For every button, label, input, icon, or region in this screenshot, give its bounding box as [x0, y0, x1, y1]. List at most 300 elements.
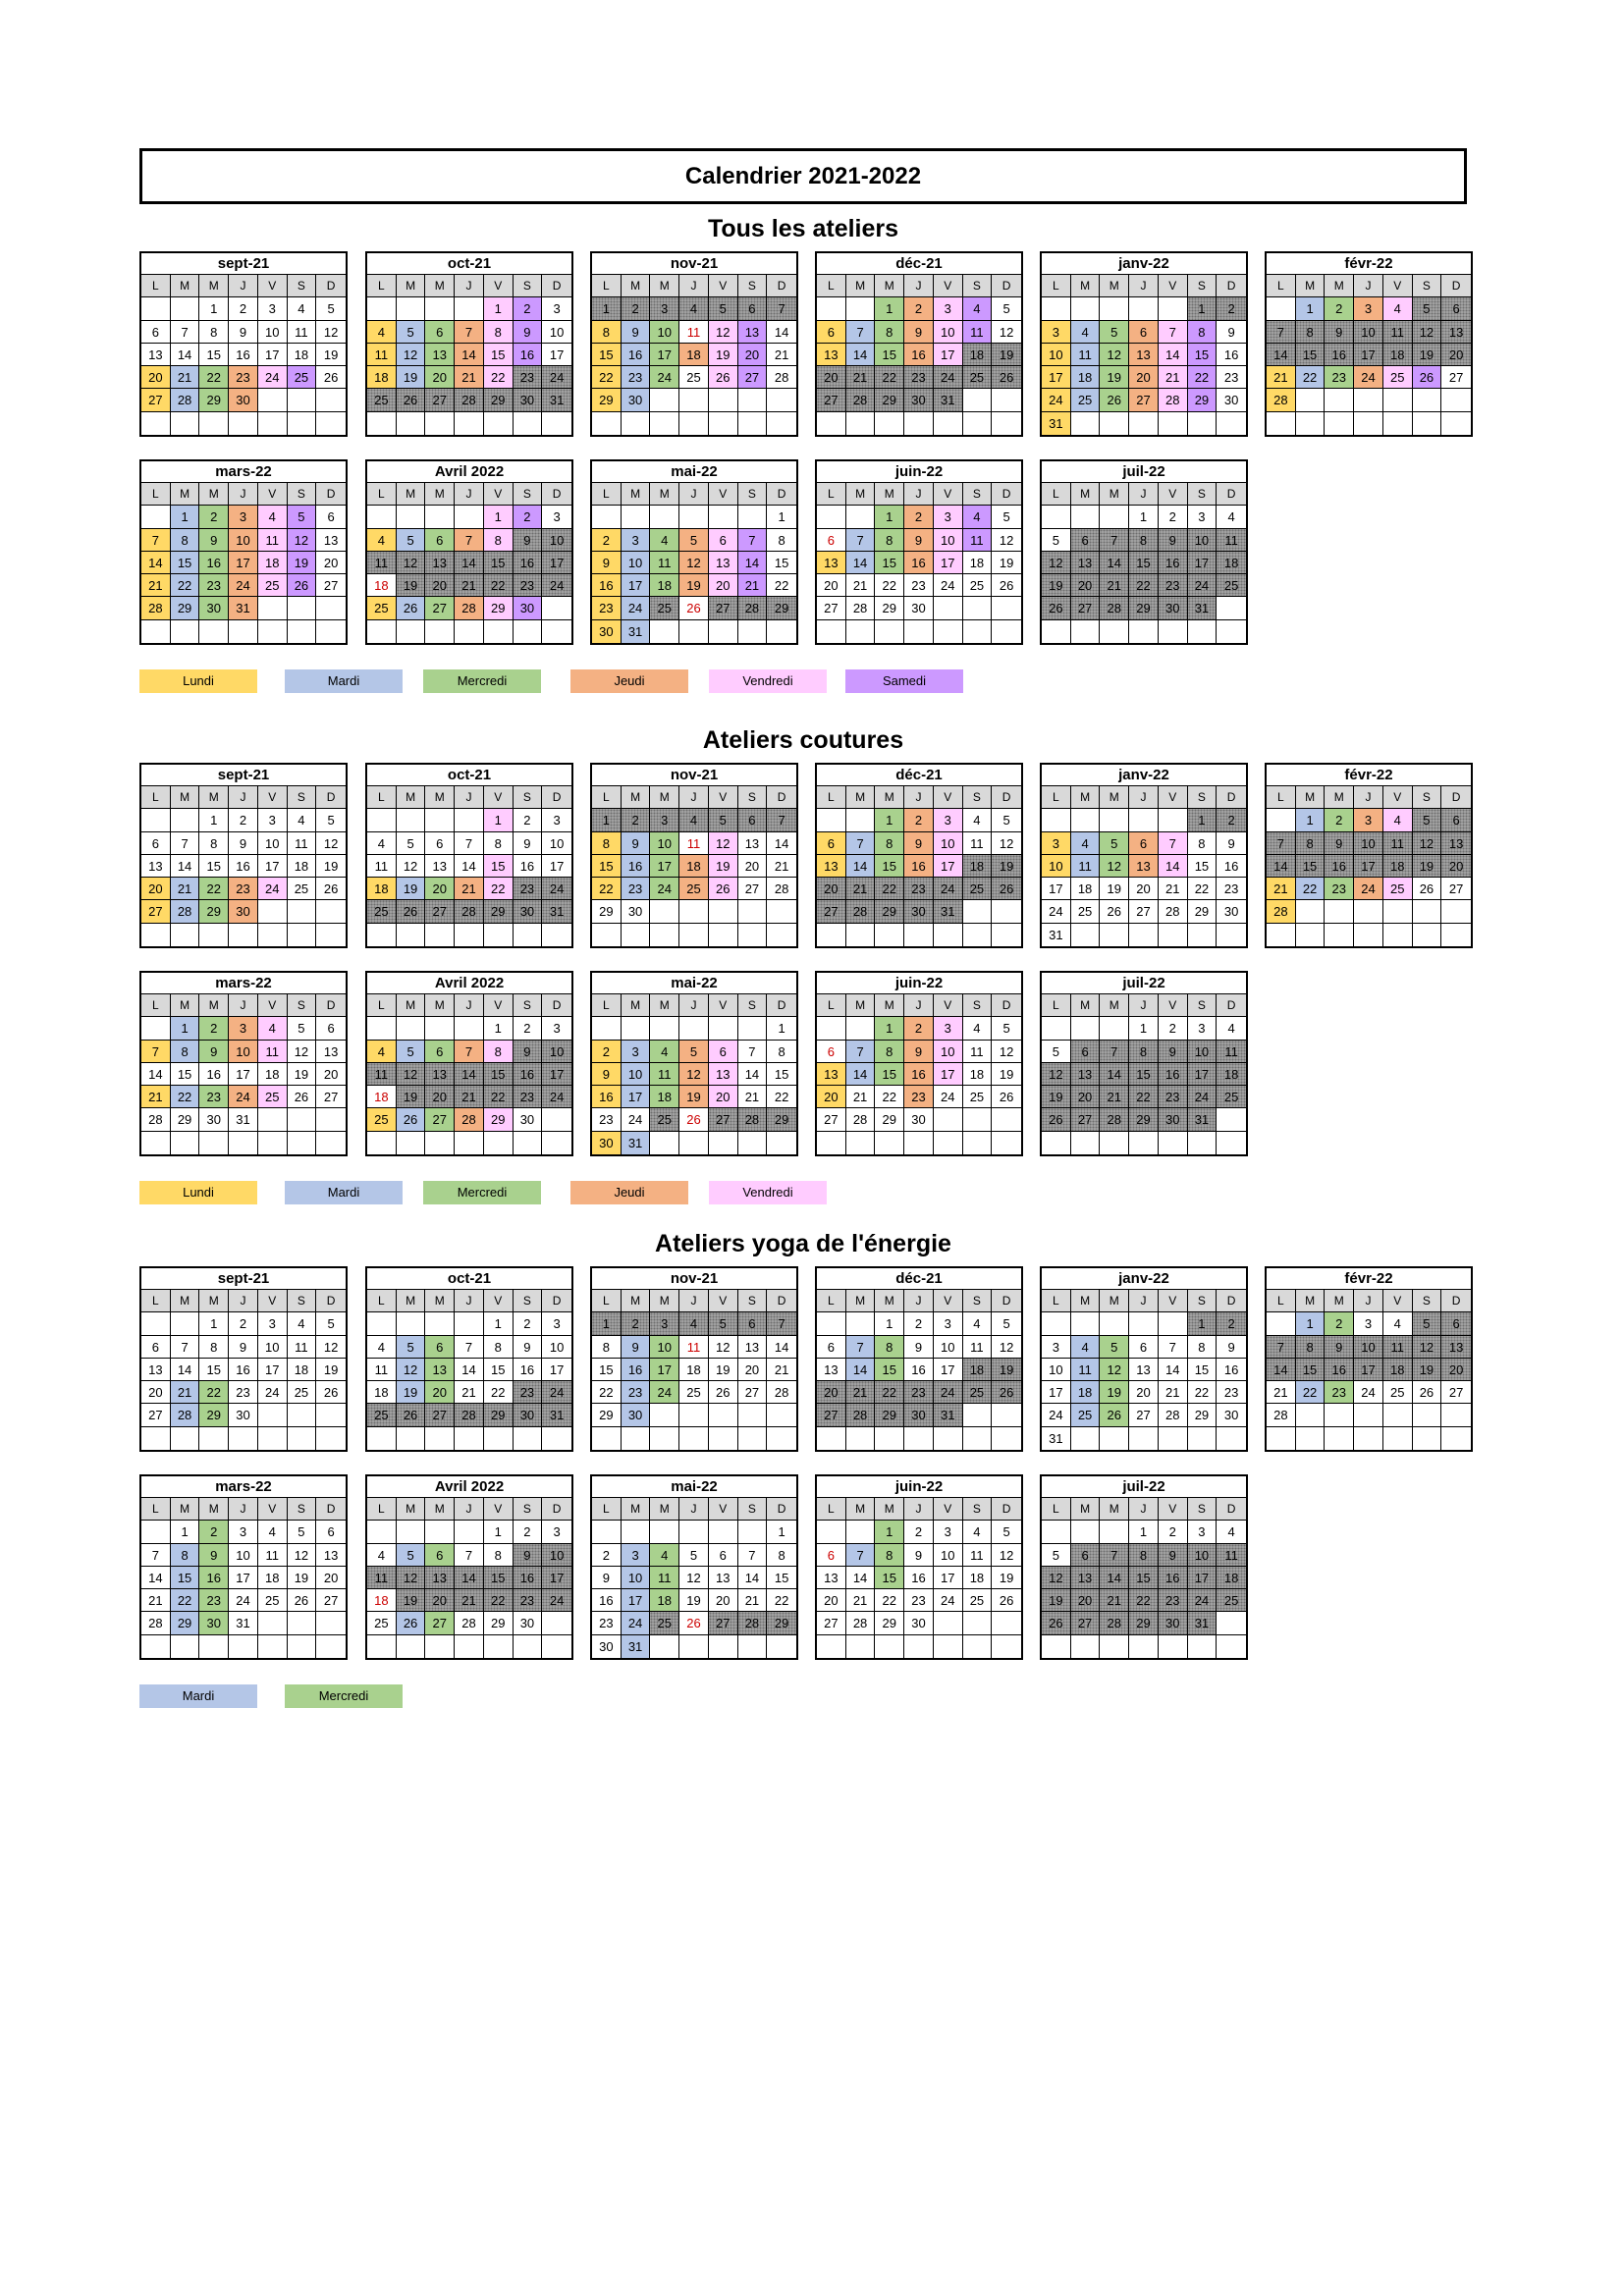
month-calendar: [1265, 251, 1473, 437]
empty-cell: [141, 620, 171, 643]
day-cell: 18: [1071, 878, 1101, 900]
day-cell: 19: [1100, 1381, 1129, 1404]
empty-cell: [767, 620, 796, 643]
day-cell: 5: [679, 1544, 709, 1567]
weekday-header: L: [817, 275, 846, 297]
day-cell: 11: [258, 529, 288, 552]
day-cell: 5: [709, 1312, 738, 1335]
day-cell: 26: [709, 878, 738, 900]
day-cell: 23: [622, 878, 651, 900]
weekday-header: V: [1383, 1290, 1413, 1312]
day-cell: 2: [514, 506, 543, 528]
day-cell: 14: [141, 1567, 171, 1589]
day-cell: 26: [397, 1612, 426, 1634]
weekday-header: V: [934, 1498, 963, 1521]
empty-cell: [316, 412, 346, 435]
day-cell: 27: [141, 900, 171, 923]
empty-cell: [397, 1521, 426, 1543]
day-cell: 2: [904, 506, 934, 528]
weekday-header: M: [1100, 275, 1129, 297]
day-cell: 6: [1129, 1336, 1159, 1359]
day-cell: 26: [992, 878, 1021, 900]
day-cell: 6: [425, 1544, 455, 1567]
day-cell: 24: [1042, 1404, 1071, 1426]
day-cell: 10: [1042, 855, 1071, 878]
day-cell: 7: [455, 1336, 484, 1359]
empty-cell: [316, 1427, 346, 1450]
day-cell: 28: [1100, 1108, 1129, 1131]
month-title: juin-22: [817, 973, 1021, 994]
weekday-header: L: [1042, 994, 1071, 1017]
empty-cell: [846, 412, 876, 435]
month-title: nov-21: [592, 765, 796, 786]
day-cell: 23: [199, 1086, 229, 1108]
weekday-header: V: [934, 786, 963, 809]
day-cell: 20: [1129, 1381, 1159, 1404]
day-cell: 4: [367, 1336, 397, 1359]
empty-cell: [397, 1132, 426, 1154]
day-cell: 29: [171, 1612, 200, 1634]
day-cell: 30: [514, 1108, 543, 1131]
day-cell: 9: [1325, 832, 1354, 855]
day-cell: 30: [514, 389, 543, 411]
empty-cell: [316, 924, 346, 946]
day-cell: 24: [934, 366, 963, 389]
day-cell: 24: [1188, 1086, 1218, 1108]
month-calendar: [590, 251, 798, 437]
day-cell: 9: [904, 1544, 934, 1567]
day-cell: 3: [1188, 1521, 1218, 1543]
weekday-header: J: [229, 786, 258, 809]
empty-cell: [1325, 389, 1354, 411]
empty-cell: [679, 412, 709, 435]
day-cell: 25: [288, 878, 317, 900]
weekday-header: V: [934, 275, 963, 297]
empty-cell: [171, 297, 200, 320]
weekday-header: M: [425, 1498, 455, 1521]
empty-cell: [738, 900, 768, 923]
day-cell: 16: [904, 1063, 934, 1086]
empty-cell: [1129, 412, 1159, 435]
empty-cell: [397, 924, 426, 946]
day-cell: 29: [1129, 597, 1159, 619]
day-cell: 21: [846, 574, 876, 597]
day-cell: 8: [484, 1336, 514, 1359]
day-cell: 31: [934, 900, 963, 923]
empty-cell: [1296, 1404, 1326, 1426]
section-title: Tous les ateliers: [707, 215, 899, 242]
weekday-header: M: [171, 483, 200, 506]
empty-cell: [141, 1635, 171, 1658]
empty-cell: [514, 412, 543, 435]
empty-cell: [817, 412, 846, 435]
day-cell: 26: [397, 1108, 426, 1131]
month-grid: [592, 994, 796, 1154]
month-calendar: [815, 1266, 1023, 1452]
day-cell: 14: [171, 1359, 200, 1381]
day-cell: 16: [904, 552, 934, 574]
empty-cell: [709, 389, 738, 411]
day-cell: 28: [1267, 389, 1296, 411]
empty-cell: [679, 1017, 709, 1040]
weekday-header: M: [397, 275, 426, 297]
empty-cell: [1159, 620, 1188, 643]
empty-cell: [679, 620, 709, 643]
day-cell: 5: [992, 809, 1021, 831]
month-grid: [141, 994, 346, 1154]
day-cell: 16: [592, 1589, 622, 1612]
day-cell: 25: [288, 1381, 317, 1404]
day-cell: 17: [1354, 1359, 1383, 1381]
day-cell: 21: [455, 1086, 484, 1108]
day-cell: 26: [316, 878, 346, 900]
empty-cell: [738, 1635, 768, 1658]
day-cell: 14: [846, 1359, 876, 1381]
weekday-header: M: [171, 786, 200, 809]
day-cell: 10: [934, 832, 963, 855]
day-cell: 22: [199, 366, 229, 389]
day-cell: 24: [1354, 366, 1383, 389]
weekday-header: M: [171, 1498, 200, 1521]
weekday-header: V: [258, 483, 288, 506]
month-grid: [1267, 275, 1471, 435]
day-cell: 27: [709, 1612, 738, 1634]
weekday-header: D: [1217, 275, 1246, 297]
day-cell: 19: [1413, 344, 1442, 366]
weekday-header: V: [258, 994, 288, 1017]
empty-cell: [141, 924, 171, 946]
day-cell: 26: [288, 1086, 317, 1108]
day-cell: 1: [592, 809, 622, 831]
day-cell: 21: [455, 574, 484, 597]
empty-cell: [1413, 1427, 1442, 1450]
day-cell: 7: [846, 1041, 876, 1063]
day-cell: 11: [1217, 1041, 1246, 1063]
empty-cell: [992, 412, 1021, 435]
day-cell: 14: [1267, 855, 1296, 878]
empty-cell: [258, 924, 288, 946]
empty-cell: [709, 1404, 738, 1426]
weekday-header: S: [963, 1498, 993, 1521]
day-cell: 23: [1325, 366, 1354, 389]
day-cell: 10: [542, 529, 571, 552]
weekday-header: L: [141, 483, 171, 506]
day-cell: 7: [767, 809, 796, 831]
day-cell: 14: [846, 1567, 876, 1589]
day-cell: 13: [141, 855, 171, 878]
day-cell: 28: [455, 1108, 484, 1131]
empty-cell: [1325, 900, 1354, 923]
day-cell: 12: [992, 529, 1021, 552]
day-cell: 17: [258, 855, 288, 878]
empty-cell: [1100, 1427, 1129, 1450]
weekday-header: J: [679, 1290, 709, 1312]
day-cell: 8: [199, 321, 229, 344]
day-cell: 5: [316, 809, 346, 831]
empty-cell: [934, 620, 963, 643]
empty-cell: [963, 1427, 993, 1450]
empty-cell: [367, 297, 397, 320]
month-grid: [817, 1498, 1021, 1658]
day-cell: 17: [1042, 878, 1071, 900]
empty-cell: [367, 1427, 397, 1450]
day-cell: 17: [650, 344, 679, 366]
day-cell: 19: [709, 855, 738, 878]
weekday-header: V: [484, 786, 514, 809]
weekday-header: M: [1100, 994, 1129, 1017]
month-grid: [367, 994, 571, 1154]
day-cell: 4: [288, 297, 317, 320]
day-cell: 28: [738, 1108, 768, 1131]
day-cell: 9: [904, 832, 934, 855]
month-title: mai-22: [592, 461, 796, 483]
day-cell: 10: [650, 321, 679, 344]
day-cell: 22: [171, 574, 200, 597]
day-cell: 26: [992, 1381, 1021, 1404]
day-cell: 10: [650, 1336, 679, 1359]
day-cell: 27: [709, 1108, 738, 1131]
empty-cell: [425, 1427, 455, 1450]
day-cell: 20: [1071, 1086, 1101, 1108]
day-cell: 2: [199, 1017, 229, 1040]
day-cell: 30: [229, 389, 258, 411]
day-cell: 27: [1071, 1612, 1101, 1634]
month-calendar: [139, 1266, 348, 1452]
empty-cell: [709, 1635, 738, 1658]
weekday-header: D: [542, 994, 571, 1017]
weekday-header: J: [1354, 786, 1383, 809]
empty-cell: [679, 389, 709, 411]
day-cell: 9: [904, 529, 934, 552]
day-cell: 19: [679, 1086, 709, 1108]
weekday-header: V: [709, 1498, 738, 1521]
day-cell: 4: [367, 321, 397, 344]
empty-cell: [484, 924, 514, 946]
day-cell: 12: [397, 552, 426, 574]
day-cell: 28: [455, 389, 484, 411]
day-cell: 27: [141, 389, 171, 411]
day-cell: 9: [199, 529, 229, 552]
empty-cell: [934, 1132, 963, 1154]
day-cell: 10: [229, 1544, 258, 1567]
weekday-header: M: [650, 994, 679, 1017]
day-cell: 12: [316, 1336, 346, 1359]
day-cell: 17: [1354, 855, 1383, 878]
month-calendar: [815, 251, 1023, 437]
empty-cell: [542, 597, 571, 619]
day-cell: 20: [141, 366, 171, 389]
empty-cell: [258, 389, 288, 411]
day-cell: 13: [817, 1063, 846, 1086]
empty-cell: [1296, 900, 1326, 923]
month-grid: [592, 1290, 796, 1450]
day-cell: 7: [141, 1544, 171, 1567]
weekday-header: J: [1129, 1290, 1159, 1312]
month-grid: [817, 994, 1021, 1154]
empty-cell: [1217, 1612, 1246, 1634]
empty-cell: [1188, 1132, 1218, 1154]
day-cell: 28: [455, 900, 484, 923]
day-cell: 16: [199, 1567, 229, 1589]
day-cell: 24: [542, 1381, 571, 1404]
day-cell: 19: [1413, 1359, 1442, 1381]
empty-cell: [1325, 412, 1354, 435]
empty-cell: [650, 620, 679, 643]
day-cell: 25: [1217, 574, 1246, 597]
empty-cell: [738, 1427, 768, 1450]
day-cell: 20: [1071, 574, 1101, 597]
empty-cell: [141, 1017, 171, 1040]
legend-item-vendredi: Vendredi: [709, 669, 827, 693]
empty-cell: [1188, 1635, 1218, 1658]
empty-cell: [679, 924, 709, 946]
day-cell: 6: [817, 1544, 846, 1567]
empty-cell: [425, 1017, 455, 1040]
day-cell: 14: [767, 832, 796, 855]
weekday-header: M: [1296, 1290, 1326, 1312]
day-cell: 7: [171, 321, 200, 344]
day-cell: 4: [1071, 321, 1101, 344]
day-cell: 30: [514, 1612, 543, 1634]
day-cell: 8: [875, 1041, 904, 1063]
day-cell: 2: [592, 1041, 622, 1063]
empty-cell: [679, 506, 709, 528]
day-cell: 10: [1188, 1544, 1218, 1567]
day-cell: 4: [679, 809, 709, 831]
day-cell: 25: [367, 597, 397, 619]
day-cell: 22: [1188, 878, 1218, 900]
day-cell: 27: [425, 1612, 455, 1634]
empty-cell: [992, 389, 1021, 411]
day-cell: 25: [367, 900, 397, 923]
day-cell: 16: [229, 344, 258, 366]
legend-item-mercredi: Mercredi: [423, 1181, 541, 1204]
weekday-header: M: [1100, 786, 1129, 809]
day-cell: 28: [846, 1612, 876, 1634]
day-cell: 25: [679, 1381, 709, 1404]
day-cell: 12: [679, 552, 709, 574]
day-cell: 1: [484, 506, 514, 528]
day-cell: 11: [963, 1336, 993, 1359]
empty-cell: [288, 1612, 317, 1634]
day-cell: 11: [963, 1544, 993, 1567]
day-cell: 26: [1413, 366, 1442, 389]
empty-cell: [1129, 1635, 1159, 1658]
weekday-header: D: [1217, 994, 1246, 1017]
day-cell: 27: [425, 389, 455, 411]
day-cell: 6: [425, 832, 455, 855]
day-cell: 18: [1383, 1359, 1413, 1381]
day-cell: 25: [1217, 1086, 1246, 1108]
empty-cell: [1100, 1521, 1129, 1543]
empty-cell: [1071, 1427, 1101, 1450]
empty-cell: [455, 620, 484, 643]
empty-cell: [1267, 1312, 1296, 1335]
day-cell: 4: [1383, 809, 1413, 831]
day-cell: 12: [679, 1063, 709, 1086]
day-cell: 4: [650, 1544, 679, 1567]
day-cell: 22: [1296, 366, 1326, 389]
day-cell: 1: [484, 1312, 514, 1335]
weekday-header: S: [1188, 1290, 1218, 1312]
weekday-header: M: [875, 786, 904, 809]
day-cell: 16: [199, 1063, 229, 1086]
day-cell: 13: [316, 529, 346, 552]
weekday-header: L: [141, 786, 171, 809]
day-cell: 2: [904, 297, 934, 320]
empty-cell: [650, 1635, 679, 1658]
empty-cell: [1354, 389, 1383, 411]
day-cell: 18: [367, 878, 397, 900]
empty-cell: [1217, 1108, 1246, 1131]
weekday-header: S: [1188, 275, 1218, 297]
day-cell: 26: [709, 1381, 738, 1404]
day-cell: 26: [1042, 1612, 1071, 1634]
day-cell: 10: [229, 529, 258, 552]
day-cell: 18: [650, 1086, 679, 1108]
day-cell: 21: [738, 1086, 768, 1108]
empty-cell: [1325, 1404, 1354, 1426]
day-cell: 18: [367, 1381, 397, 1404]
empty-cell: [316, 1612, 346, 1634]
weekday-header: L: [1042, 275, 1071, 297]
empty-cell: [1383, 1427, 1413, 1450]
day-cell: 18: [679, 855, 709, 878]
day-cell: 13: [141, 1359, 171, 1381]
day-cell: 22: [592, 878, 622, 900]
month-title: nov-21: [592, 253, 796, 275]
day-cell: 23: [904, 1589, 934, 1612]
day-cell: 14: [455, 1359, 484, 1381]
day-cell: 20: [817, 1086, 846, 1108]
empty-cell: [817, 620, 846, 643]
empty-cell: [1042, 620, 1071, 643]
day-cell: 15: [875, 552, 904, 574]
empty-cell: [542, 924, 571, 946]
legend-item-lundi: Lundi: [139, 669, 257, 693]
empty-cell: [455, 1521, 484, 1543]
empty-cell: [679, 1521, 709, 1543]
day-cell: 29: [171, 1108, 200, 1131]
empty-cell: [316, 900, 346, 923]
empty-cell: [425, 297, 455, 320]
day-cell: 9: [592, 1063, 622, 1086]
day-cell: 8: [767, 1544, 796, 1567]
day-cell: 3: [542, 1521, 571, 1543]
month-title: mars-22: [141, 461, 346, 483]
empty-cell: [817, 809, 846, 831]
day-cell: 15: [1188, 855, 1218, 878]
weekday-header: V: [1159, 275, 1188, 297]
weekday-header: V: [484, 1290, 514, 1312]
day-cell: 22: [199, 1381, 229, 1404]
empty-cell: [316, 620, 346, 643]
empty-cell: [817, 1427, 846, 1450]
month-title: Avril 2022: [367, 1476, 571, 1498]
day-cell: 6: [817, 1041, 846, 1063]
empty-cell: [1267, 924, 1296, 946]
empty-cell: [1217, 597, 1246, 619]
day-cell: 3: [258, 809, 288, 831]
day-cell: 1: [484, 297, 514, 320]
day-cell: 10: [622, 1567, 651, 1589]
day-cell: 11: [288, 1336, 317, 1359]
day-cell: 6: [425, 1041, 455, 1063]
day-cell: 19: [1413, 855, 1442, 878]
day-cell: 5: [992, 506, 1021, 528]
empty-cell: [141, 1521, 171, 1543]
day-cell: 10: [1354, 832, 1383, 855]
